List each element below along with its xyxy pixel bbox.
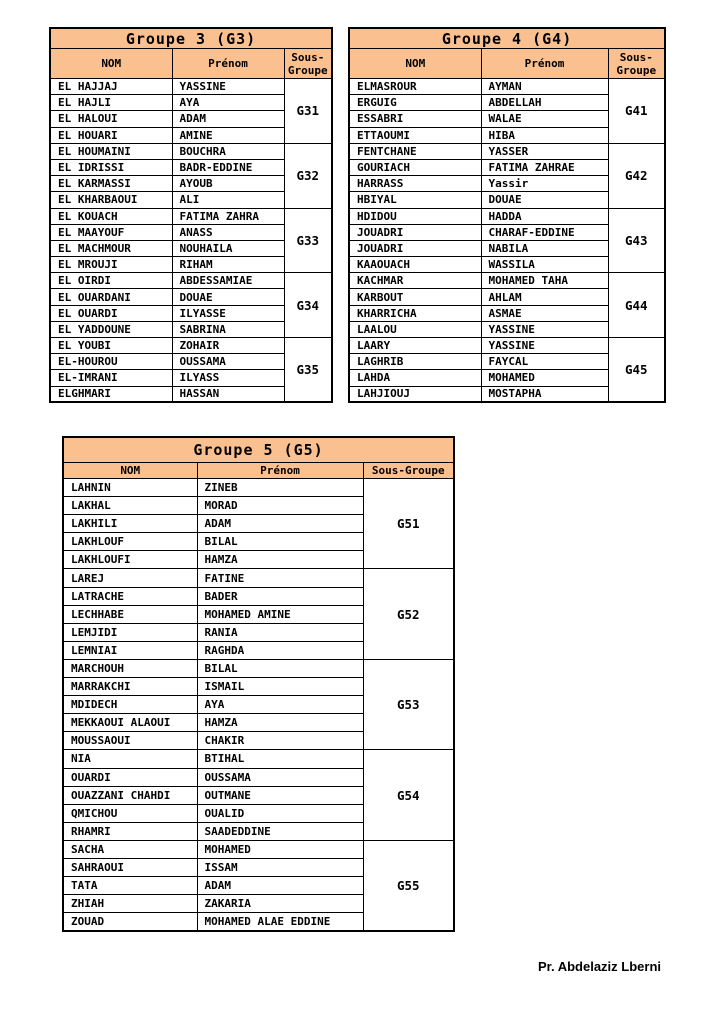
student-nom: HDIDOU	[349, 208, 481, 224]
table-title: Groupe 5 (G5)	[63, 437, 454, 463]
groupe-5-table	[62, 436, 455, 932]
student-nom: ELMASROUR	[349, 79, 481, 95]
student-prenom: ZINEB	[197, 479, 363, 497]
student-prenom: SAADEDDINE	[197, 822, 363, 840]
student-prenom: ABDESSAMIAE	[172, 273, 284, 289]
student-nom: EL MAAYOUF	[50, 224, 172, 240]
student-prenom: MOHAMED	[481, 370, 608, 386]
sub-group-label: G55	[363, 840, 454, 930]
student-nom: LAALOU	[349, 321, 481, 337]
student-prenom: BADER	[197, 587, 363, 605]
student-nom: LAKHLOUF	[63, 533, 197, 551]
student-nom: LATRACHE	[63, 587, 197, 605]
student-prenom: NOUHAILA	[172, 240, 284, 256]
student-prenom: OUTMANE	[197, 786, 363, 804]
student-prenom: FATINE	[197, 569, 363, 587]
student-nom: EL OUARDI	[50, 305, 172, 321]
student-row	[63, 840, 454, 858]
student-prenom: AMINE	[172, 127, 284, 143]
student-nom: EL-IMRANI	[50, 370, 172, 386]
student-nom: HARRASS	[349, 176, 481, 192]
col-header-sous-groupe: Sous-Groupe	[608, 49, 665, 79]
student-nom: LAKHAL	[63, 497, 197, 515]
student-prenom: BTIHAL	[197, 750, 363, 768]
student-prenom: BADR-EDDINE	[172, 159, 284, 175]
student-prenom: YASSINE	[481, 321, 608, 337]
student-nom: JOUADRI	[349, 240, 481, 256]
student-prenom: AYOUB	[172, 176, 284, 192]
student-nom: LAKHILI	[63, 515, 197, 533]
student-nom: KAAOUACH	[349, 257, 481, 273]
student-nom: SACHA	[63, 840, 197, 858]
student-row	[63, 569, 454, 587]
student-prenom: ANASS	[172, 224, 284, 240]
student-prenom: OUALID	[197, 804, 363, 822]
student-prenom: SABRINA	[172, 321, 284, 337]
student-prenom: ASMAE	[481, 305, 608, 321]
col-header-prenom: Prénom	[197, 463, 363, 479]
student-prenom: AHLAM	[481, 289, 608, 305]
sub-group-label: G51	[363, 479, 454, 569]
student-prenom: MORAD	[197, 497, 363, 515]
col-header-sous-groupe: Sous-Groupe	[363, 463, 454, 479]
sub-group-label: G35	[284, 338, 332, 403]
sub-group-label: G52	[363, 569, 454, 659]
sub-group-label: G33	[284, 208, 332, 273]
col-header-nom: NOM	[50, 49, 172, 79]
student-nom: LAHNIN	[63, 479, 197, 497]
student-nom: EL-HOUROU	[50, 354, 172, 370]
student-prenom: ILYASSE	[172, 305, 284, 321]
student-prenom: ABDELLAH	[481, 95, 608, 111]
col-header-prenom: Prénom	[172, 49, 284, 79]
student-nom: EL HOUARI	[50, 127, 172, 143]
student-prenom: HAMZA	[197, 714, 363, 732]
student-row	[349, 338, 665, 354]
student-nom: OUAZZANI CHAHDI	[63, 786, 197, 804]
student-prenom: YASSINE	[172, 79, 284, 95]
student-row	[50, 273, 332, 289]
student-row	[50, 208, 332, 224]
student-prenom: YASSINE	[481, 338, 608, 354]
student-prenom: MOHAMED AMINE	[197, 605, 363, 623]
student-nom: EL MACHMOUR	[50, 240, 172, 256]
student-nom: EL OUARDANI	[50, 289, 172, 305]
student-nom: MOUSSAOUI	[63, 732, 197, 750]
col-header-nom: NOM	[349, 49, 481, 79]
sub-group-label: G43	[608, 208, 665, 273]
sub-group-label: G32	[284, 143, 332, 208]
student-prenom: FATIMA ZAHRAE	[481, 159, 608, 175]
student-nom: ESSABRI	[349, 111, 481, 127]
student-nom: MDIDECH	[63, 696, 197, 714]
student-nom: ZOUAD	[63, 913, 197, 931]
student-nom: EL YOUBI	[50, 338, 172, 354]
student-prenom: AYA	[172, 95, 284, 111]
student-nom: EL YADDOUNE	[50, 321, 172, 337]
student-nom: LAARY	[349, 338, 481, 354]
student-prenom: BILAL	[197, 533, 363, 551]
table-title: Groupe 4 (G4)	[349, 28, 665, 49]
student-prenom: RAGHDA	[197, 641, 363, 659]
col-header-nom: NOM	[63, 463, 197, 479]
student-prenom: OUSSAMA	[197, 768, 363, 786]
student-prenom: ALI	[172, 192, 284, 208]
sub-group-label: G34	[284, 273, 332, 338]
sub-group-label: G44	[608, 273, 665, 338]
student-row	[349, 208, 665, 224]
student-nom: LECHHABE	[63, 605, 197, 623]
student-prenom: CHAKIR	[197, 732, 363, 750]
student-prenom: HAMZA	[197, 551, 363, 569]
student-nom: MEKKAOUI ALAOUI	[63, 714, 197, 732]
student-nom: EL HALOUI	[50, 111, 172, 127]
student-prenom: DOUAE	[481, 192, 608, 208]
student-prenom: HADDA	[481, 208, 608, 224]
student-prenom: BILAL	[197, 659, 363, 677]
student-nom: EL KHARBAOUI	[50, 192, 172, 208]
student-prenom: ISMAIL	[197, 678, 363, 696]
sub-group-label: G31	[284, 79, 332, 144]
col-header-prenom: Prénom	[481, 49, 608, 79]
student-prenom: ILYASS	[172, 370, 284, 386]
student-prenom: MOHAMED	[197, 840, 363, 858]
student-nom: LAHJIOUJ	[349, 386, 481, 402]
student-row	[349, 143, 665, 159]
student-nom: LAHDA	[349, 370, 481, 386]
col-header-sous-groupe: Sous-Groupe	[284, 49, 332, 79]
student-nom: LEMNIAI	[63, 641, 197, 659]
student-prenom: AYA	[197, 696, 363, 714]
student-prenom: RANIA	[197, 623, 363, 641]
student-nom: LAKHLOUFI	[63, 551, 197, 569]
student-prenom: DOUAE	[172, 289, 284, 305]
student-prenom: MOHAMED ALAE EDDINE	[197, 913, 363, 931]
student-nom: HBIYAL	[349, 192, 481, 208]
student-prenom: HIBA	[481, 127, 608, 143]
student-nom: ETTAOUMI	[349, 127, 481, 143]
student-row	[349, 273, 665, 289]
student-row	[63, 479, 454, 497]
student-row	[63, 659, 454, 677]
student-prenom: AYMAN	[481, 79, 608, 95]
sub-group-label: G54	[363, 750, 454, 840]
student-nom: QMICHOU	[63, 804, 197, 822]
student-nom: ERGUIG	[349, 95, 481, 111]
student-nom: ZHIAH	[63, 895, 197, 913]
student-prenom: ADAM	[197, 515, 363, 533]
student-prenom: Yassir	[481, 176, 608, 192]
student-nom: LAGHRIB	[349, 354, 481, 370]
student-nom: EL HOUMAINI	[50, 143, 172, 159]
student-prenom: FAYCAL	[481, 354, 608, 370]
professor-signature: Pr. Abdelaziz Lberni	[537, 959, 661, 974]
student-nom: EL OIRDI	[50, 273, 172, 289]
student-nom: LEMJIDI	[63, 623, 197, 641]
student-nom: EL KARMASSI	[50, 176, 172, 192]
sub-group-label: G42	[608, 143, 665, 208]
student-prenom: ZAKARIA	[197, 895, 363, 913]
student-prenom: ZOHAIR	[172, 338, 284, 354]
student-nom: EL IDRISSI	[50, 159, 172, 175]
student-nom: RHAMRI	[63, 822, 197, 840]
student-nom: TATA	[63, 877, 197, 895]
student-nom: KACHMAR	[349, 273, 481, 289]
student-prenom: HASSAN	[172, 386, 284, 402]
student-prenom: BOUCHRA	[172, 143, 284, 159]
student-nom: NIA	[63, 750, 197, 768]
student-nom: KHARRICHA	[349, 305, 481, 321]
student-nom: KARBOUT	[349, 289, 481, 305]
sub-group-label: G45	[608, 338, 665, 403]
student-prenom: MOHAMED TAHA	[481, 273, 608, 289]
student-row	[50, 338, 332, 354]
student-nom: MARRAKCHI	[63, 678, 197, 696]
student-nom: JOUADRI	[349, 224, 481, 240]
student-nom: EL MROUJI	[50, 257, 172, 273]
student-prenom: FATIMA ZAHRA	[172, 208, 284, 224]
student-nom: EL HAJJAJ	[50, 79, 172, 95]
groupe-3-table	[49, 27, 333, 403]
table-title: Groupe 3 (G3)	[50, 28, 332, 49]
student-prenom: RIHAM	[172, 257, 284, 273]
top-tables-row	[49, 27, 666, 403]
student-row	[349, 79, 665, 95]
groupe-4-table	[348, 27, 666, 403]
sub-group-label: G53	[363, 659, 454, 749]
student-prenom: CHARAF-EDDINE	[481, 224, 608, 240]
student-prenom: NABILA	[481, 240, 608, 256]
student-prenom: YASSER	[481, 143, 608, 159]
student-nom: LAREJ	[63, 569, 197, 587]
student-prenom: ADAM	[197, 877, 363, 895]
student-prenom: MOSTAPHA	[481, 386, 608, 402]
student-nom: EL KOUACH	[50, 208, 172, 224]
student-prenom: ISSAM	[197, 858, 363, 876]
student-nom: OUARDI	[63, 768, 197, 786]
student-nom: MARCHOUH	[63, 659, 197, 677]
student-nom: SAHRAOUI	[63, 858, 197, 876]
student-row	[63, 750, 454, 768]
student-nom: GOURIACH	[349, 159, 481, 175]
sub-group-label: G41	[608, 79, 665, 144]
student-prenom: WALAE	[481, 111, 608, 127]
student-nom: ELGHMARI	[50, 386, 172, 402]
student-prenom: OUSSAMA	[172, 354, 284, 370]
student-nom: FENTCHANE	[349, 143, 481, 159]
student-row	[50, 79, 332, 95]
student-prenom: WASSILA	[481, 257, 608, 273]
student-nom: EL HAJLI	[50, 95, 172, 111]
student-row	[50, 143, 332, 159]
student-prenom: ADAM	[172, 111, 284, 127]
